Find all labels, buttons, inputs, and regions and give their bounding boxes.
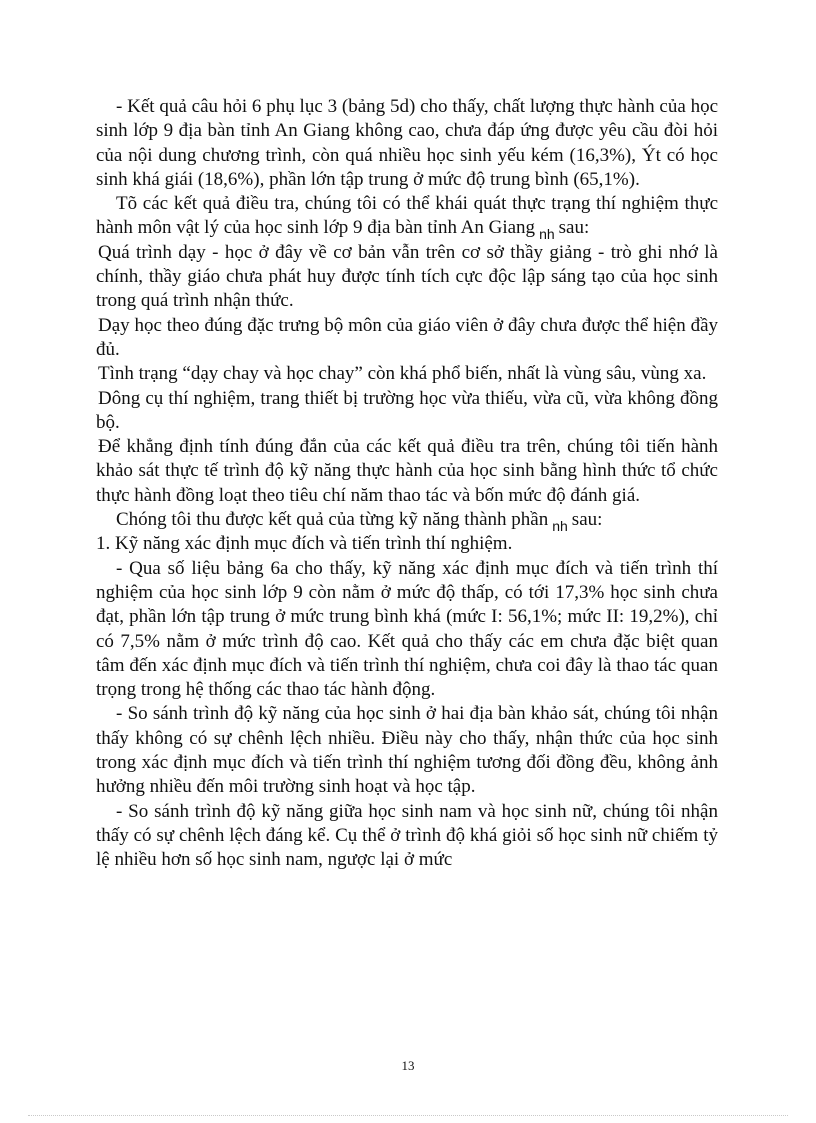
- paragraph-equipment: Dông cụ thí nghiệm, trang thiết bị trường học vừa thiếu, vừa cũ, vừa không đồng bộ.: [96, 387, 718, 433]
- sau-fragment: sau:: [558, 217, 590, 239]
- page-number: 13: [401, 1058, 415, 1073]
- section-heading-skill-1: 1. Kỹ năng xác định mục đích và tiến trình thí nghiệm.: [96, 533, 513, 555]
- page-bottom-divider: [28, 1115, 788, 1116]
- paragraph-teaching-process: Quá trình dạy - học ở đây về cơ bản vẫn trên cơ sở thầy giảng - trò ghi nhớ là chính, thầy giáo chưa phát huy được tính tích cực độc lập sáng tạo của học sinh trong quá trình nhận thức.: [96, 241, 718, 312]
- paragraph-results-intro: [96, 508, 718, 535]
- paragraph-practice-quality: - Kết quả câu hỏi 6 phụ lục 3 (bảng 5d) cho thấy, chất lượng thực hành của học sinh lớp 9 địa bàn tỉnh An Giang không cao, chưa đáp ứng được yêu cầu đòi hỏi của nội dung chương trình, còn quá nhiều học sinh yếu kém (16,3%), Ýt có học sinh khá giái (18,6%), phần lớn tập trung ở mức độ trung bình (65,1%).: [96, 96, 718, 190]
- paragraph-survey-summary: [96, 192, 718, 241]
- paragraph-subject-specific: Dạy học theo đúng đặc trưng bộ môn của giáo viên ở đây chưa được thể hiện đầy đủ.: [96, 314, 718, 360]
- survey-summary-text: Tõ các kết quả điều tra, chúng tôi có thể khái quát thực trạng thí nghiệm thực hành môn vật lý của học sinh lớp 9 địa bàn tỉnh An Giang: [96, 193, 718, 239]
- paragraph-regional-comparison: - So sánh trình độ kỹ năng của học sinh ở hai địa bàn khảo sát, chúng tôi nhận thấy không có sự chênh lệch nhiều. Điều này cho thấy, nhận thức của học sinh trong xác định mục đích và tiến trình thí nghiệm tương đối đồng đều, không ảnh hưởng nhiều đến môi trường sinh hoạt và học tập.: [96, 703, 718, 798]
- sau-fragment-2: sau:: [571, 509, 603, 531]
- paragraph-verification: Để khẳng định tính đúng đắn của các kết quả điều tra trên, chúng tôi tiến hành khảo sát thực tế trình độ kỹ năng thực hành của học sinh bằng hình thức tổ chức thực hành đồng loạt theo tiêu chí năm thao tác và bốn mức độ đánh giá.: [96, 436, 718, 506]
- paragraph-teaching-without-practice: Tình trạng “dạy chay và học chay” còn khá phổ biến, nhất là vùng sâu, vùng xa.: [98, 363, 707, 385]
- paragraph-table-6a: - Qua số liệu bảng 6a cho thấy, kỹ năng xác định mục đích và tiến trình thí nghiệm của học sinh lớp 9 còn nằm ở mức độ thấp, có tới 17,3% học sinh chưa đạt, phần lớn tập trung ở mức trung bình khá (mức I: 56,1%; mức II: 19,2%), chỉ có 7,5% nằm ở mức trình độ cao. Kết quả cho thấy các em chưa đặc biệt quan tâm đến xác định mục đích và tiến trình thí nghiệm, chưa coi đây là thao tác quan trọng trong hệ thống các thao tác hành động.: [96, 557, 718, 701]
- body-text: [96, 95, 718, 873]
- nh-fragment-2: nh: [552, 518, 568, 535]
- paragraph-gender-comparison: - So sánh trình độ kỹ năng giữa học sinh nam và học sinh nữ, chúng tôi nhận thấy có sự chênh lệch đáng kể. Cụ thể ở trình độ khá giỏi số học sinh nữ chiếm tỷ lệ nhiều hơn số học sinh nam, ngược lại ở mức: [96, 800, 718, 871]
- nh-fragment: nh: [539, 226, 555, 243]
- results-intro-text: Chóng tôi thu được kết quả của từng kỹ năng thành phần: [116, 509, 549, 531]
